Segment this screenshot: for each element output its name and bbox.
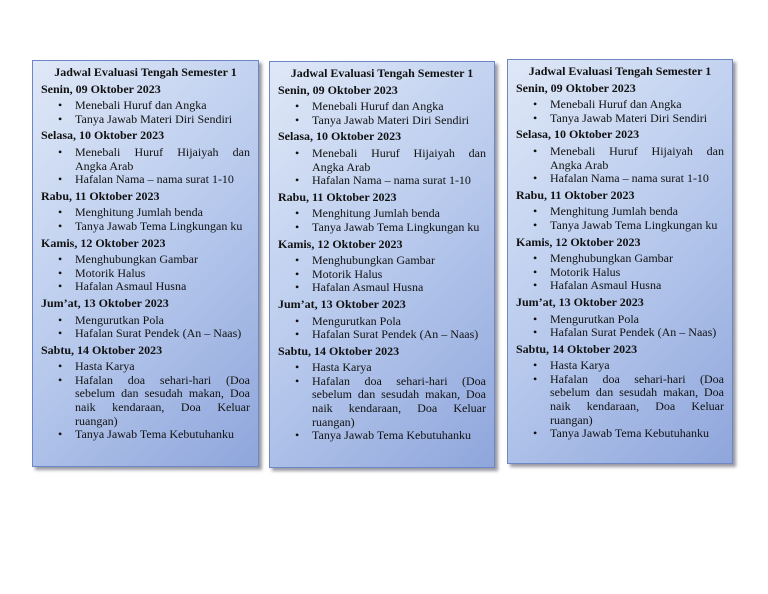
activity-item: • Menebali Huruf dan Angka [75, 99, 250, 113]
activity-item: • Mengurutkan Pola [75, 314, 250, 328]
activity-list [516, 359, 724, 441]
activity-list [516, 145, 724, 186]
day-heading: Jum’at, 13 Oktober 2023 [516, 294, 644, 309]
activity-item: • Menghitung Jumlah benda [550, 205, 724, 219]
activity-item: • Menghitung Jumlah benda [312, 207, 486, 221]
activity-list [41, 206, 250, 233]
activity-item: • Hafalan Asmaul Husna [75, 280, 250, 294]
activity-item: • Menghitung Jumlah benda [75, 206, 250, 220]
activity-list [278, 254, 486, 295]
schedule-title: Jadwal Evaluasi Tengah Semester 1 [54, 65, 237, 79]
activity-item: • Tanya Jawab Tema Kebutuhanku [550, 427, 724, 441]
activity-item: • Hafalan Asmaul Husna [312, 281, 486, 295]
activity-list [41, 360, 250, 442]
activity-list [41, 146, 250, 187]
activity-item: • Hafalan doa sehari-hari (Doa sebelum dan sesudah makan, Doa naik kendaraan, Doa Keluar ruangan) [75, 374, 250, 428]
activity-item: • Mengurutkan Pola [550, 313, 724, 327]
day-heading: Jum’at, 13 Oktober 2023 [41, 295, 169, 310]
activity-list [41, 314, 250, 341]
activity-item: • Tanya Jawab Tema Lingkungan ku [75, 220, 250, 234]
activity-item: • Hafalan doa sehari-hari (Doa sebelum dan sesudah makan, Doa naik kendaraan, Doa Keluar ruangan) [550, 373, 724, 427]
schedule-card [32, 60, 259, 467]
activity-item: • Hafalan Nama – nama surat 1-10 [75, 173, 250, 187]
activity-item: • Tanya Jawab Tema Kebutuhanku [75, 428, 250, 442]
activity-item: • Menebali Huruf dan Angka [312, 100, 486, 114]
activity-item: • Hafalan Nama – nama surat 1-10 [550, 172, 724, 186]
activity-list [516, 98, 724, 125]
activity-item: • Menebali Huruf Hijaiyah dan Angka Arab [550, 145, 724, 172]
day-heading: Kamis, 12 Oktober 2023 [278, 236, 403, 251]
day-heading: Sabtu, 14 Oktober 2023 [41, 342, 163, 357]
activity-item: • Hafalan Asmaul Husna [550, 279, 724, 293]
day-heading: Rabu, 11 Oktober 2023 [516, 187, 635, 202]
activity-item: • Tanya Jawab Tema Lingkungan ku [550, 219, 724, 233]
activity-item: • Hafalan Nama – nama surat 1-10 [312, 174, 486, 188]
day-heading: Kamis, 12 Oktober 2023 [41, 235, 166, 250]
activity-item: • Menghubungkan Gambar [550, 252, 724, 266]
day-heading: Sabtu, 14 Oktober 2023 [278, 343, 400, 358]
day-heading: Jum’at, 13 Oktober 2023 [278, 296, 406, 311]
activity-list [278, 207, 486, 234]
activity-item: • Tanya Jawab Tema Kebutuhanku [312, 429, 486, 443]
activity-item: • Tanya Jawab Materi Diri Sendiri [550, 112, 724, 126]
activity-list [278, 147, 486, 188]
activity-item: • Hafalan Surat Pendek (An – Naas) [312, 328, 486, 342]
activity-item: • Menebali Huruf dan Angka [550, 98, 724, 112]
activity-item: • Hasta Karya [312, 361, 486, 375]
activity-list [516, 313, 724, 340]
day-heading: Rabu, 11 Oktober 2023 [41, 188, 160, 203]
day-heading: Kamis, 12 Oktober 2023 [516, 234, 641, 249]
activity-item: • Motorik Halus [75, 267, 250, 281]
day-heading: Rabu, 11 Oktober 2023 [278, 189, 397, 204]
activity-list [41, 253, 250, 294]
schedule-title: Jadwal Evaluasi Tengah Semester 1 [290, 66, 474, 80]
activity-item: • Tanya Jawab Tema Lingkungan ku [312, 221, 486, 235]
activity-item: • Tanya Jawab Materi Diri Sendiri [75, 113, 250, 127]
activity-item: • Menebali Huruf Hijaiyah dan Angka Arab [312, 147, 486, 174]
day-heading: Selasa, 10 Oktober 2023 [41, 128, 165, 143]
activity-item: • Hafalan doa sehari-hari (Doa sebelum dan sesudah makan, Doa naik kendaraan, Doa Keluar ruangan) [312, 375, 486, 429]
day-heading: Senin, 09 Oktober 2023 [41, 81, 161, 96]
activity-item: • Motorik Halus [312, 268, 486, 282]
activity-item: • Hafalan Surat Pendek (An – Naas) [550, 326, 724, 340]
activity-list [278, 361, 486, 443]
day-heading: Senin, 09 Oktober 2023 [278, 82, 398, 97]
activity-item: • Menghubungkan Gambar [312, 254, 486, 268]
activity-item: • Hafalan Surat Pendek (An – Naas) [75, 327, 250, 341]
activity-item: • Hasta Karya [75, 360, 250, 374]
schedule-card [507, 59, 733, 464]
activity-item: • Hasta Karya [550, 359, 724, 373]
schedule-title: Jadwal Evaluasi Tengah Semester 1 [528, 64, 712, 78]
day-heading: Sabtu, 14 Oktober 2023 [516, 341, 638, 356]
activity-item: • Motorik Halus [550, 266, 724, 280]
day-heading: Selasa, 10 Oktober 2023 [516, 127, 640, 142]
activity-item: • Tanya Jawab Materi Diri Sendiri [312, 114, 486, 128]
activity-item: • Mengurutkan Pola [312, 315, 486, 329]
activity-list [41, 99, 250, 126]
activity-item: • Menghubungkan Gambar [75, 253, 250, 267]
activity-list [278, 100, 486, 127]
activity-item: • Menebali Huruf Hijaiyah dan Angka Arab [75, 146, 250, 173]
activity-list [516, 205, 724, 232]
schedule-card [269, 61, 495, 468]
day-heading: Selasa, 10 Oktober 2023 [278, 129, 402, 144]
activity-list [278, 315, 486, 342]
day-heading: Senin, 09 Oktober 2023 [516, 80, 636, 95]
activity-list [516, 252, 724, 293]
